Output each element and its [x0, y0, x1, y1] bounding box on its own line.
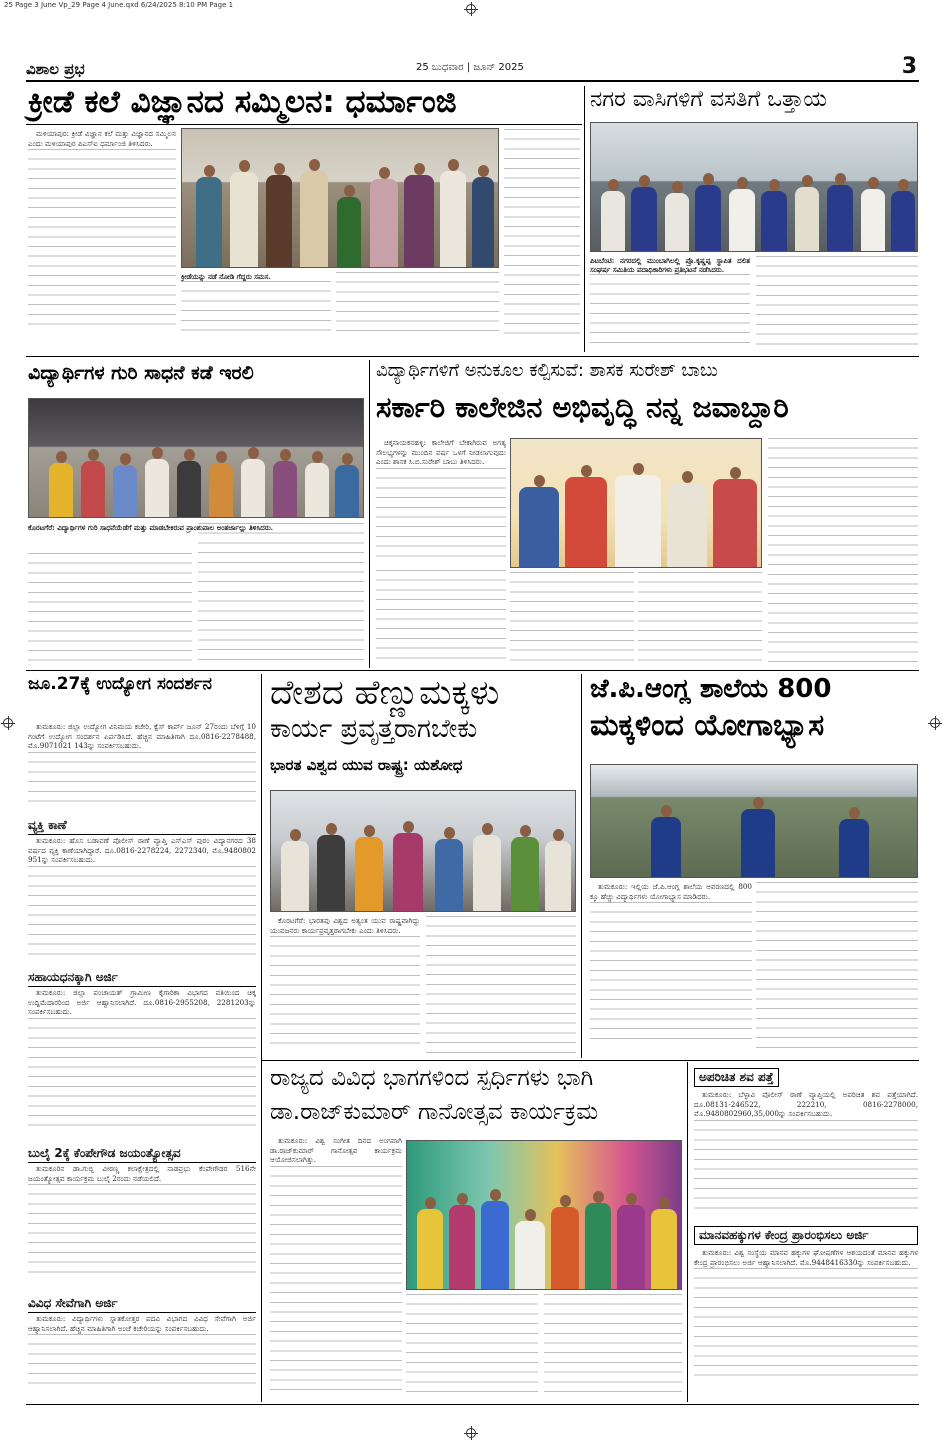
divider [26, 356, 919, 357]
column-divider [261, 674, 262, 1402]
college-headline: ಸರ್ಕಾರಿ ಕಾಲೇಜಿನ ಅಭಿವೃದ್ಧಿ ನನ್ನ ಜವಾಬ್ದಾರಿ [376, 390, 789, 424]
person-missing-headline: ವ್ಯಕ್ತಿ ಕಾಣೆ [28, 818, 256, 835]
assistant-body: ತುಮಕೂರು: ಜಿಲ್ಲಾ ಪಂಚಾಯತ್‌ ಗ್ರಾಮೀಣ ಕೈಗಾರಿಕಾ ವಿಭಾಗದ ವತಿಯಿಂದ ಚಿಕ್ಕ ಉದ್ದಿಮೆದಾರರಿಂದ ಅರ್ಜಿ ಆಹ್ವಾನಿಸಲಾಗಿದೆ. ದೂ.0816-2955208, 2281203ನ್ನು ಸಂಪರ್ಕಿಸಬಹುದು. [28, 988, 256, 1142]
housing-photo-caption: ಪಿಟಬೆಂಟಿ: ನಗರದಲ್ಲಿ ಮುಂಬಾಗಿಲಲ್ಲಿ ಪ್ರೊ.ಕೃಷ್ಣಪ್ಪ ಸ್ಥಾಪಿತ ದಲಿತ ಸಂಘರ್ಷ ಸಮಿತಿಯ ಪದಾಧಿಕಾರಿಗಳು ಪ್ರತಿಭಟನೆ ನಡೆಸಿದರು. [590, 256, 750, 352]
students-goal-body-col2 [198, 523, 364, 667]
college-event-photo [510, 438, 762, 568]
page-number: 3 [901, 54, 917, 79]
daughters-body-col1: ಕೊರಟಗೆರೆ: ಭಾರತವು ವಿಶ್ವದ ಅತ್ಯಂತ ಯುವ ರಾಷ್ಟ್ರವಾಗಿದ್ದು ಯುವಜನರು ಕಾರ್ಯಪ್ರವೃತ್ತರಾಗಬೇಕು ಎಂದು ತಿಳಿಸಿದರು. [270, 916, 420, 1056]
housing-protest-photo [590, 122, 918, 252]
college-body-col2 [510, 572, 634, 666]
service-body: ತುಮಕೂರು: ವಿದ್ಯಾರ್ಥಿಗಳು ಸ್ನಾತಕೋತ್ತರ ಪದವಿ ವಿಭಾಗದ ವಿವಿಧ ಸೇವೆಗಾಗಿ ಅರ್ಜಿ ಆಹ್ವಾನಿಸಲಾಗಿದೆ. ಹೆಚ್ಚಿನ ಮಾಹಿತಿಗಾಗಿ ಅಂಚೆ ಕಚೇರಿಯನ್ನು ಸಂಪರ್ಕಿಸಬಹುದು. [28, 1314, 256, 1400]
daughters-body-col2 [426, 916, 576, 1056]
yoga-body-col1: ತುಮಕೂರು: ಇಲ್ಲಿಯ ಜೆ.ಪಿ.ಆಂಗ್ಲ ಶಾಲೆಯ ಆವರಣದಲ್ಲಿ 800 ಕ್ಕೂ ಹೆಚ್ಚು ವಿದ್ಯಾರ್ಥಿಗಳು ಯೋಗಾಭ್ಯಾಸ ಮಾಡಿದರು. [590, 882, 752, 1056]
college-body-col4 [768, 438, 918, 666]
rajkumar-body-col3 [544, 1294, 682, 1400]
rajkumar-stage-photo [406, 1140, 682, 1290]
person-missing-body: ತುಮಕೂರು: ಹೊಸ ಬಡಾವಣೆ ಪೊಲೀಸ್ ಠಾಣೆ ವ್ಯಾಪ್ತಿ ಎಸ್‌ಎಸ್‌ ಪುರಂ ವಿದ್ಯಾನಗರದ 38 ವರ್ಷದ ವ್ಯಕ್ತಿ ಕಾಣೆಯಾಗಿದ್ದಾರೆ. ದೂ.0816-2278224, 2272340, ಮೊ.9480802 951ನ್ನು ಸಂಪರ್ಕಿಸಬಹುದು. [28, 836, 256, 966]
column-divider [687, 1062, 688, 1402]
yoga-field-photo [590, 764, 918, 878]
column-divider [584, 86, 585, 352]
newspaper-brand: ವಿಶಾಲ ಪ್ರಭ [26, 60, 85, 78]
unknown-body-headline: ಅಪರಿಚಿತ ಶವ ಪತ್ತೆ [694, 1068, 779, 1087]
rajkumar-headline: ರಾಜ್ಯದ ವಿವಿಧ ಭಾಗಗಳಿಂದ ಸ್ಪರ್ಧಿಗಳು ಭಾಗಿ [270, 1065, 594, 1091]
service-headline: ವಿವಿಧ ಸೇವೆಗಾಗಿ ಅರ್ಜಿ [28, 1296, 256, 1313]
daughters-headline: ದೇಶದ ಹೆಣ್ಣುಮಕ್ಕಳು [270, 673, 500, 713]
sports-photo-caption: ಕ್ರೀಡೆಯನ್ನು ನಡೆ ನೋಡಿ ಗೆದ್ದರು ಸಮಸ. [181, 272, 331, 338]
sports-body-col4 [504, 129, 580, 337]
dateline: 25 ಬುಧವಾರ | ಜೂನ್ 2025 [416, 62, 524, 73]
kempegowda-body: ತುಮಕೂರಿನ ಡಾ.ಗುಬ್ಬಿ ವೀರಣ್ಣ ಕಲಾಕ್ಷೇತ್ರದಲ್ಲಿ ನಾಡಪ್ರಭು ಕೆಂಪೇಗೌಡರ 516ನೇ ಜಯಂತ್ಯೋತ್ಸವ ಕಾರ್ಯಕ್ರಮ ಬುಲೈ 2ರಂದು ನಡೆಯಲಿದೆ. [28, 1164, 256, 1292]
rajkumar-body-col1: ತುಮಕೂರು: ವಿಶ್ವ ಸಂಗೀತ ದಿನದ ಅಂಗವಾಗಿ ಡಾ.ರಾಜ್‌ಕುಮಾರ್ ಗಾನೋತ್ಸವ ಕಾರ್ಯಕ್ರಮ ಆಯೋಜಿಸಲಾಗಿತ್ತು. [270, 1136, 402, 1400]
sports-body-col1: ಮಳಿಯಾಪುರ: ಕ್ರೀಡೆ ವಿಜ್ಞಾನ ಕಲೆ ಮತ್ತು ವಿಜ್ಞಾನದ ಸಮ್ಮಿಲನ ಎಂದು ಮಳಿಯಾಪುರ ಪಿಎಸ್‌ಐ ಧರ್ಮಾಂಜಿ ತಿಳಿಸಿದರು. [28, 129, 176, 337]
column-divider [581, 674, 582, 1058]
human-rights-headline: ಮಾನವಹಕ್ಕುಗಳ ಕೇಂದ್ರ ಪ್ರಾರಂಭಿಸಲು ಅರ್ಜಿ [694, 1226, 918, 1245]
bottom-rule [26, 1404, 919, 1405]
students-goal-photo [28, 398, 364, 518]
registration-mark-icon [3, 718, 13, 728]
yoga-headline: ಜೆ.ಪಿ.ಆಂಗ್ಲ ಶಾಲೆಯ 800 [590, 674, 832, 704]
college-kicker: ವಿದ್ಯಾರ್ಥಿಗಳಿಗೆ ಅನುಕೂಲ ಕಲ್ಪಿಸುವೆ: ಶಾಸಕ ಸುರೇಶ್ ಬಾಬು [376, 360, 718, 381]
daughters-headline-line2: ಕಾರ್ಯ ಪ್ರವೃತ್ತರಾಗಬೇಕು [270, 714, 478, 744]
divider [26, 670, 919, 671]
registration-mark-icon [466, 1428, 476, 1438]
college-body-col1: ಚಿಕ್ಕನಾಯಕನಹಳ್ಳಿ: ಕಾಲೇಜಿಗೆ ಬೇಕಾಗಿರುವ ಅಗತ್ಯ ಸೌಲಭ್ಯಗಳನ್ನು ಮುಂದಿನ ವರ್ಷ ಒಳಗೆ ನೀಡಲಾಗುವುದು ಎಂದು ಶಾಸಕ ಸಿ.ಬಿ.ಸುರೇಶ್ ಬಾಬು ತಿಳಿಸಿದರು. [376, 438, 506, 566]
jobs-headline: ಜೂ.27ಕ್ಕೆ ಉದ್ಯೋಗ ಸಂದರ್ಶನ [28, 674, 212, 694]
registration-mark-icon [466, 4, 476, 14]
housing-headline: ನಗರ ವಾಸಿಗಳಿಗೆ ವಸತಿಗೆ ಒತ್ತಾಯ [590, 87, 827, 112]
jobs-body: ತುಮಕೂರು: ಜಿಲ್ಲಾ ಉದ್ಯೋಗ ವಿನಿಮಯ ಕಚೇರಿ, ಕ್ವೆಸ್ ಕಾರ್ಪ್ ಜೂನ್ 27ರಂದು ಬೆಳಿಗ್ಗೆ 10 ಗಂಟೆಗೆ ಉದ್ಯೋಗ ಸಂದರ್ಶನ ಏರ್ಪಡಿಸಿದೆ. ಹೆಚ್ಚಿನ ಮಾಹಿತಿಗಾಗಿ ದೂ.0816-2278488, ಮೊ.9071021 143ನ್ನು ಸಂಪರ್ಕಿಸಬಹುದು. [28, 722, 256, 814]
unknown-body-body: ತುಮಕೂರು: ಬೆಳ್ಳಾವಿ ಪೊಲೀಸ್ ಠಾಣೆ ವ್ಯಾಪ್ತಿಯಲ್ಲಿ ಅಪರಿಚಿತ ಶವ ಪತ್ತೆಯಾಗಿದೆ. ದೂ.08131-246522, 222210, 0816-2278000, ಮೊ.9480802960,35,000ನ್ನು ಸಂಪರ್ಕಿಸಬಹುದು. [694, 1090, 918, 1222]
print-slug: 25 Page 3 June Vp_29 Page 4 June.qxd 6/24/2025 8:10 PM Page 1 [4, 1, 234, 9]
column-divider [369, 360, 370, 668]
college-body-col3 [638, 572, 762, 666]
masthead [26, 54, 919, 82]
daughters-deck: ಭಾರತ ವಿಶ್ವದ ಯುವ ರಾಷ್ಟ್ರ: ಯಶೋಧ [270, 756, 463, 774]
yoga-headline-line2: ಮಕ್ಕಳಿಂದ ಯೋಗಾಭ್ಯಾಸ [590, 708, 825, 743]
divider [26, 124, 582, 125]
sports-headline: ಕ್ರೀಡೆ ಕಲೆ ವಿಜ್ಞಾನದ ಸಮ್ಮಿಲನ: ಧರ್ಮಾಂಜಿ [28, 84, 457, 120]
students-goal-headline: ವಿದ್ಯಾರ್ಥಿಗಳ ಗುರಿ ಸಾಧನೆ ಕಡೆ ಇರಲಿ [28, 362, 254, 384]
assistant-headline: ಸಹಾಯಧನಕ್ಕಾಗಿ ಅರ್ಜಿ [28, 970, 256, 987]
registration-mark-icon [930, 718, 940, 728]
rajkumar-headline-line2: ಡಾ.ರಾಜ್‌ಕುಮಾರ್ ಗಾನೋತ್ಸವ ಕಾರ್ಯಕ್ರಮ [270, 1099, 599, 1125]
sports-event-photo [181, 128, 499, 268]
students-goal-body-col1 [28, 553, 192, 667]
kempegowda-headline: ಬುಲೈ 2ಕ್ಕೆ ಕೆಂಪೇಗೌಡ ಜಯಂತ್ಯೋತ್ಸವ [28, 1146, 256, 1163]
human-rights-body: ತುಮಕೂರು: ವಿಶ್ವ ಸಂಸ್ಥೆಯ ಮಾನವ ಹಕ್ಕುಗಳ ಘೋಷಣೆಗಳ ಆಶಯದಂತೆ ಮಾನವ ಹಕ್ಕುಗಳ ಕೇಂದ್ರ ಪ್ರಾರಂಭಿಸಲು ಅರ್ಜಿ ಆಹ್ವಾನಿಸಲಾಗಿದೆ. ಮೊ.9448416330ನ್ನು ಸಂಪರ್ಕಿಸಬಹುದು. [694, 1248, 918, 1400]
yoga-body-col2 [756, 882, 918, 1056]
students-goal-caption: ಕೊರಟಗೆರೆ: ವಿದ್ಯಾರ್ಥಿಗಳ ಗುರಿ ಸಾಧನೆಯೆಡೆಗೆ ಮತ್ತು ಮಾಡಬೇಕಿರುವ ಪ್ರಾಂಶುಪಾಲ ಅಂತರ್ಜಾಲ್ಲು ತಿಳಿಸಿದರು. [28, 523, 274, 532]
housing-body [756, 256, 918, 352]
sports-body-col3 [336, 272, 499, 338]
rajkumar-body-col2 [406, 1294, 538, 1400]
college-body-col1b [376, 570, 506, 666]
daughters-event-photo [270, 790, 576, 912]
divider [262, 1060, 919, 1061]
